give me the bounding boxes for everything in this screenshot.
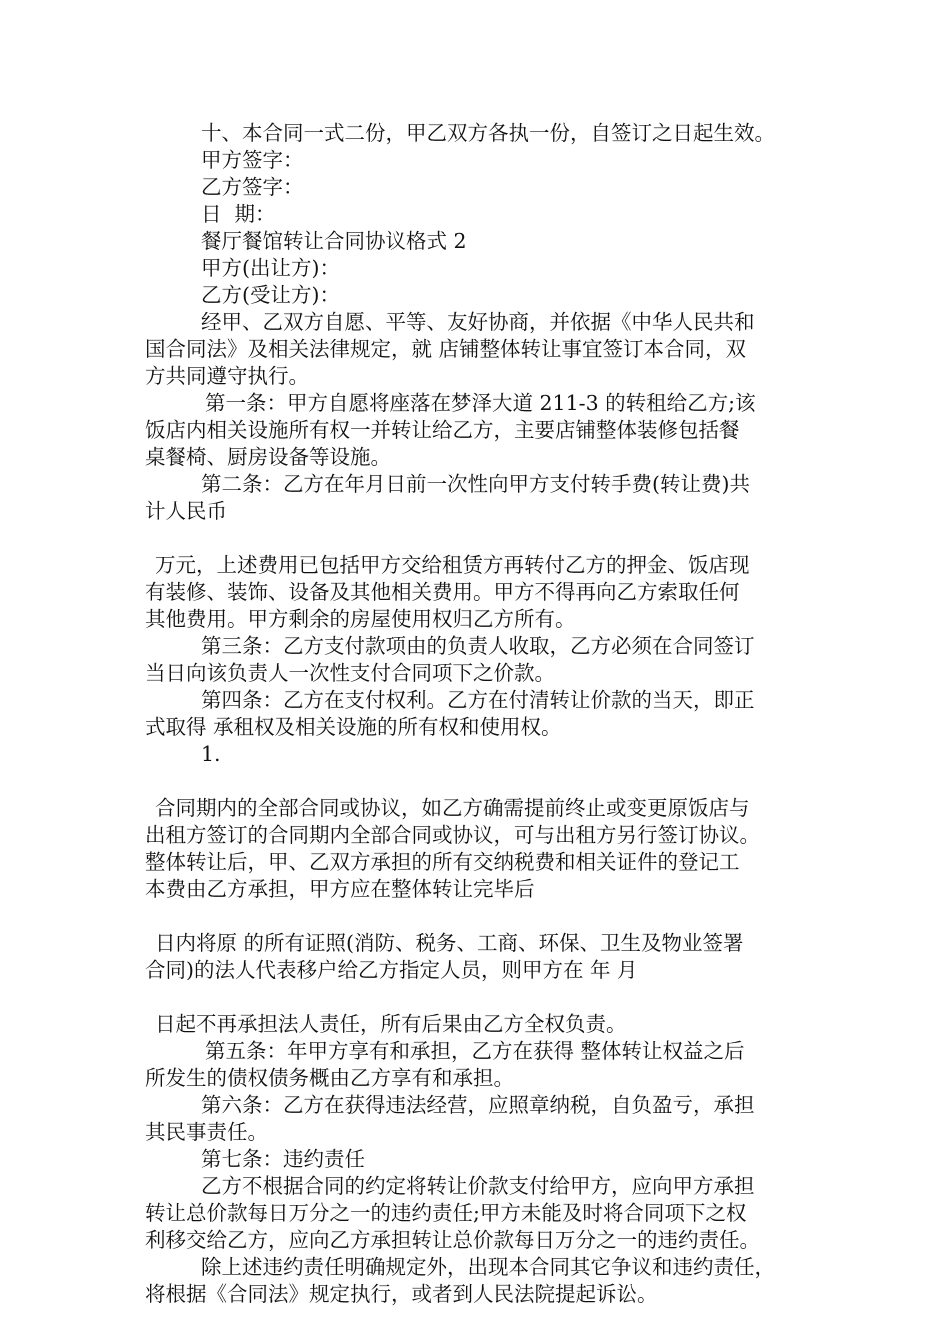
preamble-line: 经甲、乙双方自愿、平等、友好协商，并依据《中华人民共和 (201, 310, 755, 334)
date-line: 日 期： (201, 202, 276, 226)
item-text-line: 日起不再承担法人责任，所有后果由乙方全权负责。 (155, 1012, 627, 1036)
article-two-line: 计人民币 (145, 499, 227, 523)
article-one-line: 桌餐椅、厨房设备等设施。 (145, 445, 391, 469)
item-text-line: 合同期内的全部合同或协议，如乙方确需提前终止或变更原饭店与 (155, 796, 750, 820)
item-number: 1. (201, 742, 221, 766)
party-a-transferor: 甲方(出让方)： (201, 256, 340, 280)
item-text-line: 日内将原 的所有证照(消防、税务、工商、环保、卫生及物业签署 (155, 931, 744, 955)
article-seven-line: 转让总价款每日万分之一的违约责任;甲方未能及时将合同项下之权 (145, 1201, 747, 1225)
article-two-line: 有装修、装饰、设备及其他相关费用。甲方不得再向乙方索取任何 (145, 580, 740, 604)
article-two-line: 其他费用。甲方剩余的房屋使用权归乙方所有。 (145, 607, 576, 631)
article-two-line: 万元，上述费用已包括甲方交给租赁方再转付乙方的押金、饭店现 (155, 553, 750, 577)
section-title: 餐厅餐馆转让合同协议格式 2 (201, 229, 467, 253)
party-a-signature: 甲方签字： (201, 148, 304, 172)
party-b-signature: 乙方签字： (201, 175, 304, 199)
article-six-line: 第六条：乙方在获得违法经营，应照章纳税，自负盈亏，承担 (201, 1093, 755, 1117)
article-four-line: 式取得 承租权及相关设施的所有权和使用权。 (145, 715, 562, 739)
article-seven-line: 将根据《合同法》规定执行，或者到人民法院提起诉讼。 (145, 1282, 658, 1306)
article-one-line: 饭店内相关设施所有权一并转让给乙方，主要店铺整体装修包括餐 (145, 418, 740, 442)
article-three-line: 第三条：乙方支付款项由的负责人收取，乙方必须在合同签订 (201, 634, 755, 658)
article-five-line: 所发生的债权债务概由乙方享有和承担。 (145, 1066, 514, 1090)
article-three-line: 当日向该负责人一次性支付合同项下之价款。 (145, 661, 555, 685)
item-text-line: 整体转让后，甲、乙双方承担的所有交纳税费和相关证件的登记工 (145, 850, 740, 874)
article-five-line: 第五条：年甲方享有和承担，乙方在获得 整体转让权益之后 (205, 1039, 745, 1063)
blank-line (145, 984, 815, 1011)
article-seven-line: 利移交给乙方，应向乙方承担转让总价款每日万分之一的违约责任。 (145, 1228, 760, 1252)
article-six-line: 其民事责任。 (145, 1120, 268, 1144)
preamble-line: 方共同遵守执行。 (145, 364, 309, 388)
article-four-line: 第四条：乙方在支付权利。乙方在付清转让价款的当天，即正 (201, 688, 755, 712)
blank-line (145, 525, 815, 552)
article-two-line: 第二条：乙方在年月日前一次性向甲方支付转手费(转让费)共 (201, 472, 750, 496)
party-b-transferee: 乙方(受让方)： (201, 283, 340, 307)
clause-ten: 十、本合同一式二份，甲乙双方各执一份，自签订之日起生效。 (201, 121, 775, 145)
contract-text (145, 120, 815, 1308)
article-seven-line: 乙方不根据合同的约定将转让价款支付给甲方，应向甲方承担 (201, 1174, 755, 1198)
blank-line (145, 768, 815, 795)
article-one-line: 第一条：甲方自愿将座落在梦泽大道 211-3 的转租给乙方;该 (205, 391, 756, 415)
preamble-line: 国合同法》及相关法律规定，就 店铺整体转让事宜签订本合同，双 (145, 337, 747, 361)
article-seven-heading: 第七条：违约责任 (201, 1147, 365, 1171)
item-text-line: 出租方签订的合同期内全部合同或协议，可与出租方另行签订协议。 (145, 823, 760, 847)
item-text-line: 本费由乙方承担，甲方应在整体转让完毕后 (145, 877, 535, 901)
article-seven-line: 除上述违约责任明确规定外，出现本合同其它争议和违约责任， (201, 1255, 775, 1279)
item-text-line: 合同)的法人代表移户给乙方指定人员，则甲方在 年 月 (145, 958, 638, 982)
blank-line (145, 903, 815, 930)
